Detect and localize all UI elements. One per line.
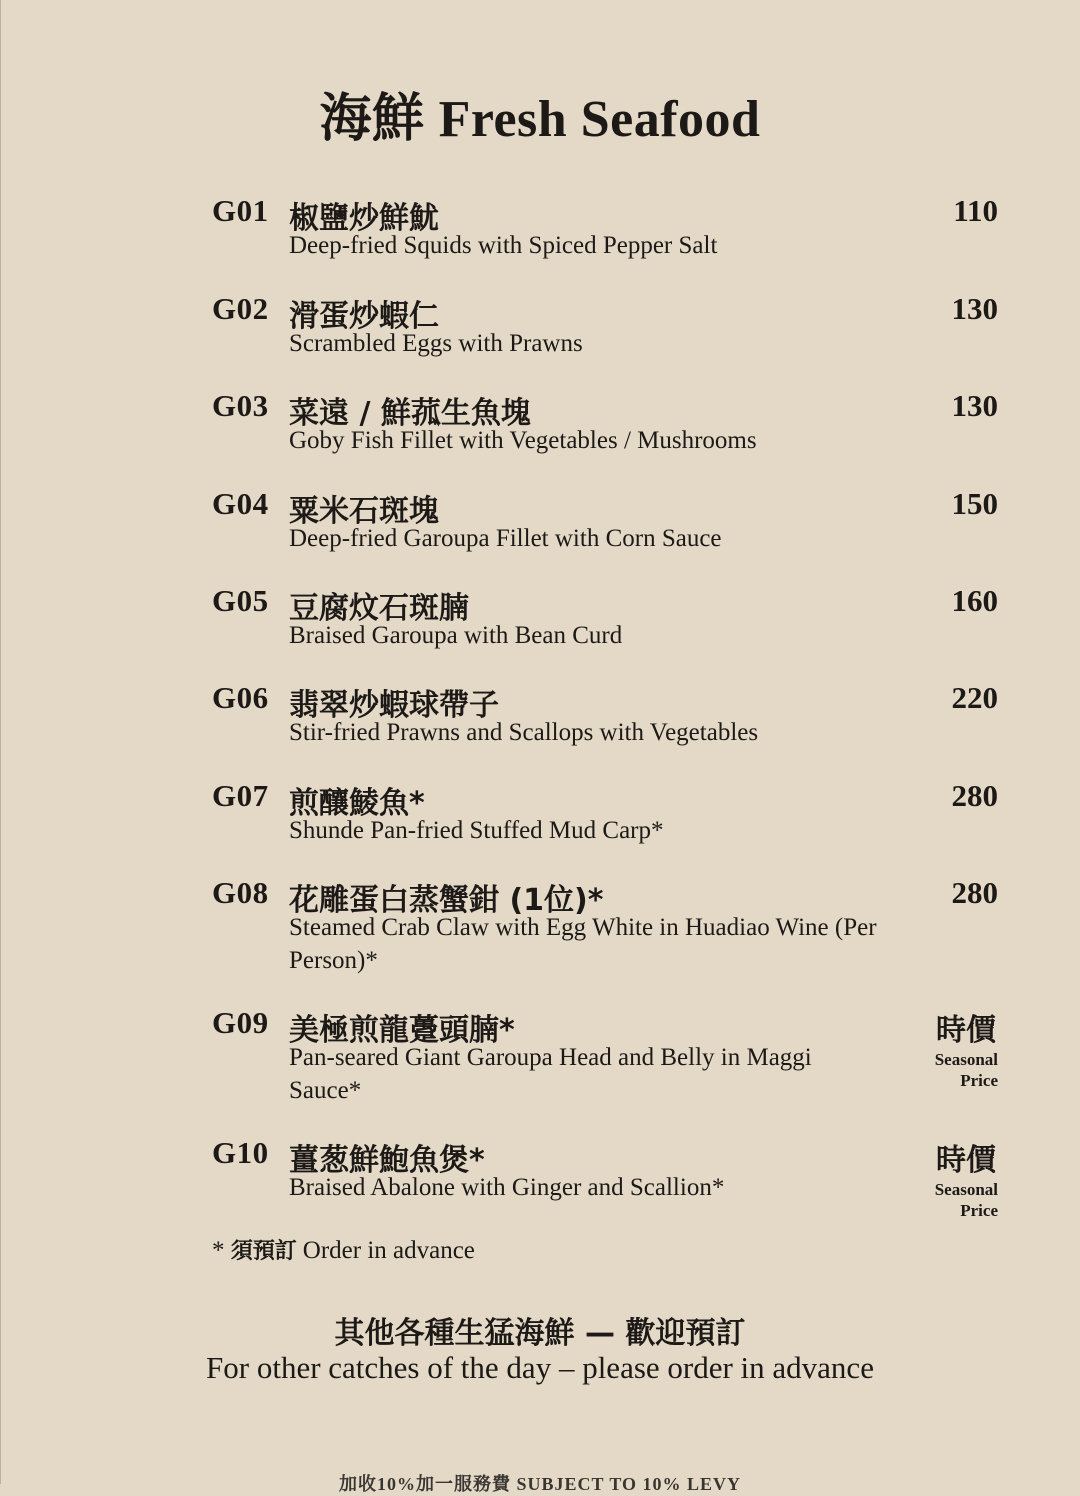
item-code: G08 xyxy=(212,875,269,910)
item-name-zh: 椒鹽炒鮮魷 xyxy=(289,201,439,236)
advance-order-note xyxy=(212,1234,475,1265)
item-code: G01 xyxy=(212,193,269,228)
footer-zh: 其他各種生猛海鮮 — 歡迎預訂 xyxy=(334,1316,746,1351)
item-name-en: Goby Fish Fillet with Vegetables / Mushrooms xyxy=(289,427,757,454)
item-name-zh: 豆腐炆石斑腩 xyxy=(289,591,469,626)
item-name-zh: 煎釀鯪魚* xyxy=(289,786,425,821)
title-en: Fresh Seafood xyxy=(438,91,761,148)
page-title xyxy=(0,76,1080,151)
item-code: G09 xyxy=(212,1005,269,1040)
item-price: 150 xyxy=(951,486,998,521)
item-price: 280 xyxy=(951,875,998,910)
seasonal-price xyxy=(935,1135,998,1221)
item-price: 280 xyxy=(951,778,998,813)
item-name-zh: 薑葱鮮鮑魚煲* xyxy=(289,1143,485,1178)
seasonal-price xyxy=(935,1005,998,1091)
item-name-en: Deep-fried Garoupa Fillet with Corn Sauce xyxy=(289,525,722,552)
footer-en: For other catches of the day – please order in advance xyxy=(206,1350,874,1385)
seasonal-price-en-line2: Price xyxy=(960,1071,998,1090)
note-zh: 須預訂 xyxy=(230,1239,297,1264)
item-price: 220 xyxy=(951,680,998,715)
item-code: G04 xyxy=(212,486,269,521)
note-asterisk: * xyxy=(212,1237,225,1264)
page-edge xyxy=(0,0,1,1484)
item-price: 110 xyxy=(953,193,998,228)
item-name-en: Shunde Pan-fried Stuffed Mud Carp* xyxy=(289,817,664,844)
item-price: 160 xyxy=(951,583,998,618)
item-name-zh: 粟米石斑塊 xyxy=(289,494,439,529)
item-code: G03 xyxy=(212,388,269,423)
seasonal-price-en-line2: Price xyxy=(960,1201,998,1220)
item-name-en: Deep-fried Squids with Spiced Pepper Salt xyxy=(289,232,718,259)
item-name-zh: 翡翠炒蝦球帶子 xyxy=(289,688,499,723)
seasonal-price-zh: 時價 xyxy=(936,1013,996,1048)
seasonal-price-en-line1: Seasonal xyxy=(934,1180,998,1199)
item-code: G05 xyxy=(212,583,269,618)
item-code: G07 xyxy=(212,778,269,813)
seasonal-price-zh: 時價 xyxy=(936,1143,996,1178)
item-code: G06 xyxy=(212,680,269,715)
levy-note: 加收10%加一服務費 SUBJECT TO 10% LEVY xyxy=(338,1474,742,1494)
item-name-en: Pan-seared Giant Garoupa Head and Belly in Maggi Sauce* xyxy=(289,1044,812,1104)
item-name-zh: 美極煎龍躉頭腩* xyxy=(289,1013,515,1048)
item-name-en: Scrambled Eggs with Prawns xyxy=(289,330,583,357)
note-en: Order in advance xyxy=(302,1237,475,1264)
item-code: G10 xyxy=(212,1135,269,1170)
item-name-zh: 菜遠 / 鮮菰生魚塊 xyxy=(289,396,531,431)
item-name-en: Braised Garoupa with Bean Curd xyxy=(289,622,623,649)
seasonal-price-en-line1: Seasonal xyxy=(934,1050,998,1069)
item-code: G02 xyxy=(212,291,269,326)
item-name-en: Stir-fried Prawns and Scallops with Vegetables xyxy=(289,719,759,746)
item-name-zh: 滑蛋炒蝦仁 xyxy=(289,299,439,334)
title-zh: 海鮮 xyxy=(319,89,425,149)
item-price: 130 xyxy=(951,388,998,423)
item-name-zh: 花雕蛋白蒸蟹鉗 (1位)* xyxy=(289,883,604,918)
item-price: 130 xyxy=(951,291,998,326)
item-name-en: Braised Abalone with Ginger and Scallion* xyxy=(289,1174,725,1201)
item-name-en: Steamed Crab Claw with Egg White in Huadiao Wine (Per Person)* xyxy=(289,914,877,974)
